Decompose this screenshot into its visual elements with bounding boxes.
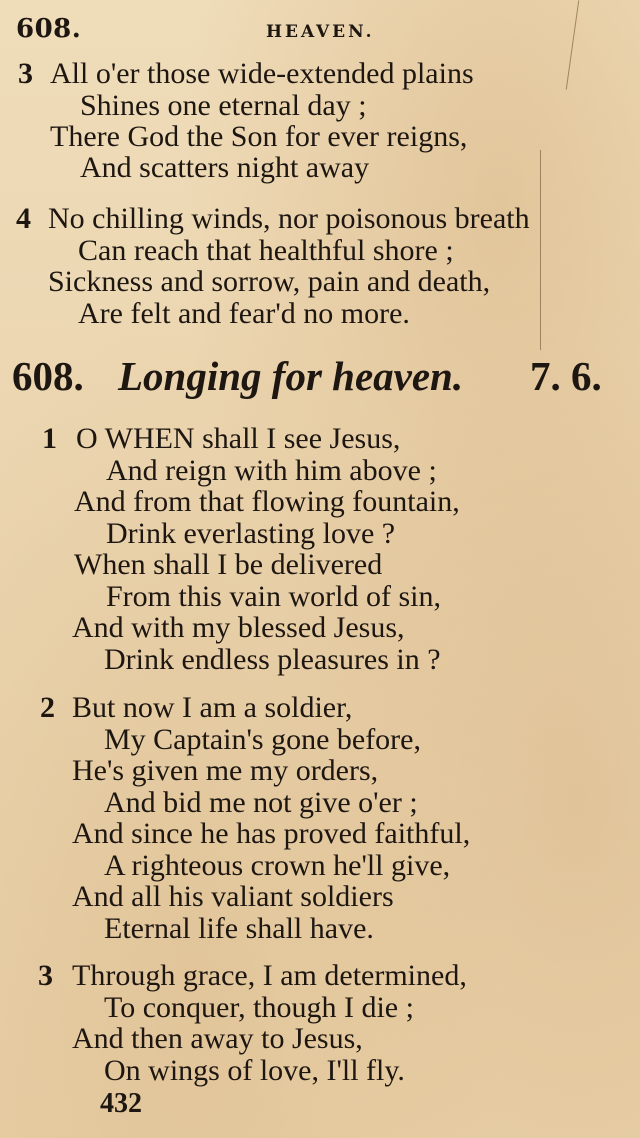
verse-line: Sickness and sorrow, pain and death, (48, 265, 491, 298)
verse-number: 4 (16, 202, 31, 235)
verse-line: And then away to Jesus, (72, 1022, 363, 1055)
verse-line: Drink endless pleasures in ? (104, 643, 441, 676)
verse-number: 3 (38, 959, 53, 992)
footer-page-number: 432 (100, 1088, 142, 1119)
verse-line: Are felt and fear'd no more. (78, 297, 410, 330)
verse-line: And bid me not give o'er ; (104, 786, 418, 819)
verse-line: There God the Son for ever reigns, (50, 120, 468, 153)
verse-line: To conquer, though I die ; (104, 991, 414, 1024)
verse-number: 3 (18, 57, 33, 90)
verse-line: And with my blessed Jesus, (72, 611, 405, 644)
verse-line: Drink everlasting love ? (106, 517, 396, 550)
verse-line: Through grace, I am determined, (72, 959, 467, 992)
verse-line: Shines one eternal day ; (80, 89, 367, 122)
verse-line: Eternal life shall have. (104, 912, 374, 945)
verse-line: No chilling winds, nor poisonous breath (48, 202, 530, 235)
verse-line: A righteous crown he'll give, (104, 849, 451, 882)
verse-line: He's given me my orders, (72, 754, 379, 787)
page-edge-mark (566, 0, 580, 89)
verse-line: And reign with him above ; (106, 454, 437, 487)
verse-line: And from that flowing fountain, (74, 485, 460, 518)
hymn-title: Longing for heaven. (118, 353, 464, 399)
hymn-meter: 7. 6. (530, 353, 602, 399)
verse-line: But now I am a soldier, (72, 691, 353, 724)
verse-line: On wings of love, I'll fly. (104, 1054, 405, 1087)
running-head-number: 608. (16, 14, 82, 44)
page-edge-mark (540, 150, 541, 350)
verse-line: When shall I be delivered (74, 548, 383, 581)
verse-line: All o'er those wide-extended plains (50, 57, 474, 90)
verse-number: 1 (42, 422, 57, 455)
verse-line: From this vain world of sin, (106, 580, 441, 613)
verse-line: My Captain's gone before, (104, 723, 421, 756)
verse-line: Can reach that healthful shore ; (78, 234, 454, 267)
verse-line: And scatters night away (80, 151, 370, 184)
verse-number: 2 (40, 691, 55, 724)
verse-line: And since he has proved faithful, (72, 817, 471, 850)
verse-line: And all his valiant soldiers (72, 880, 394, 913)
running-head-title: HEAVEN. (266, 22, 375, 42)
hymn-number: 608. (12, 353, 84, 399)
verse-line: O WHEN shall I see Jesus, (76, 422, 401, 455)
